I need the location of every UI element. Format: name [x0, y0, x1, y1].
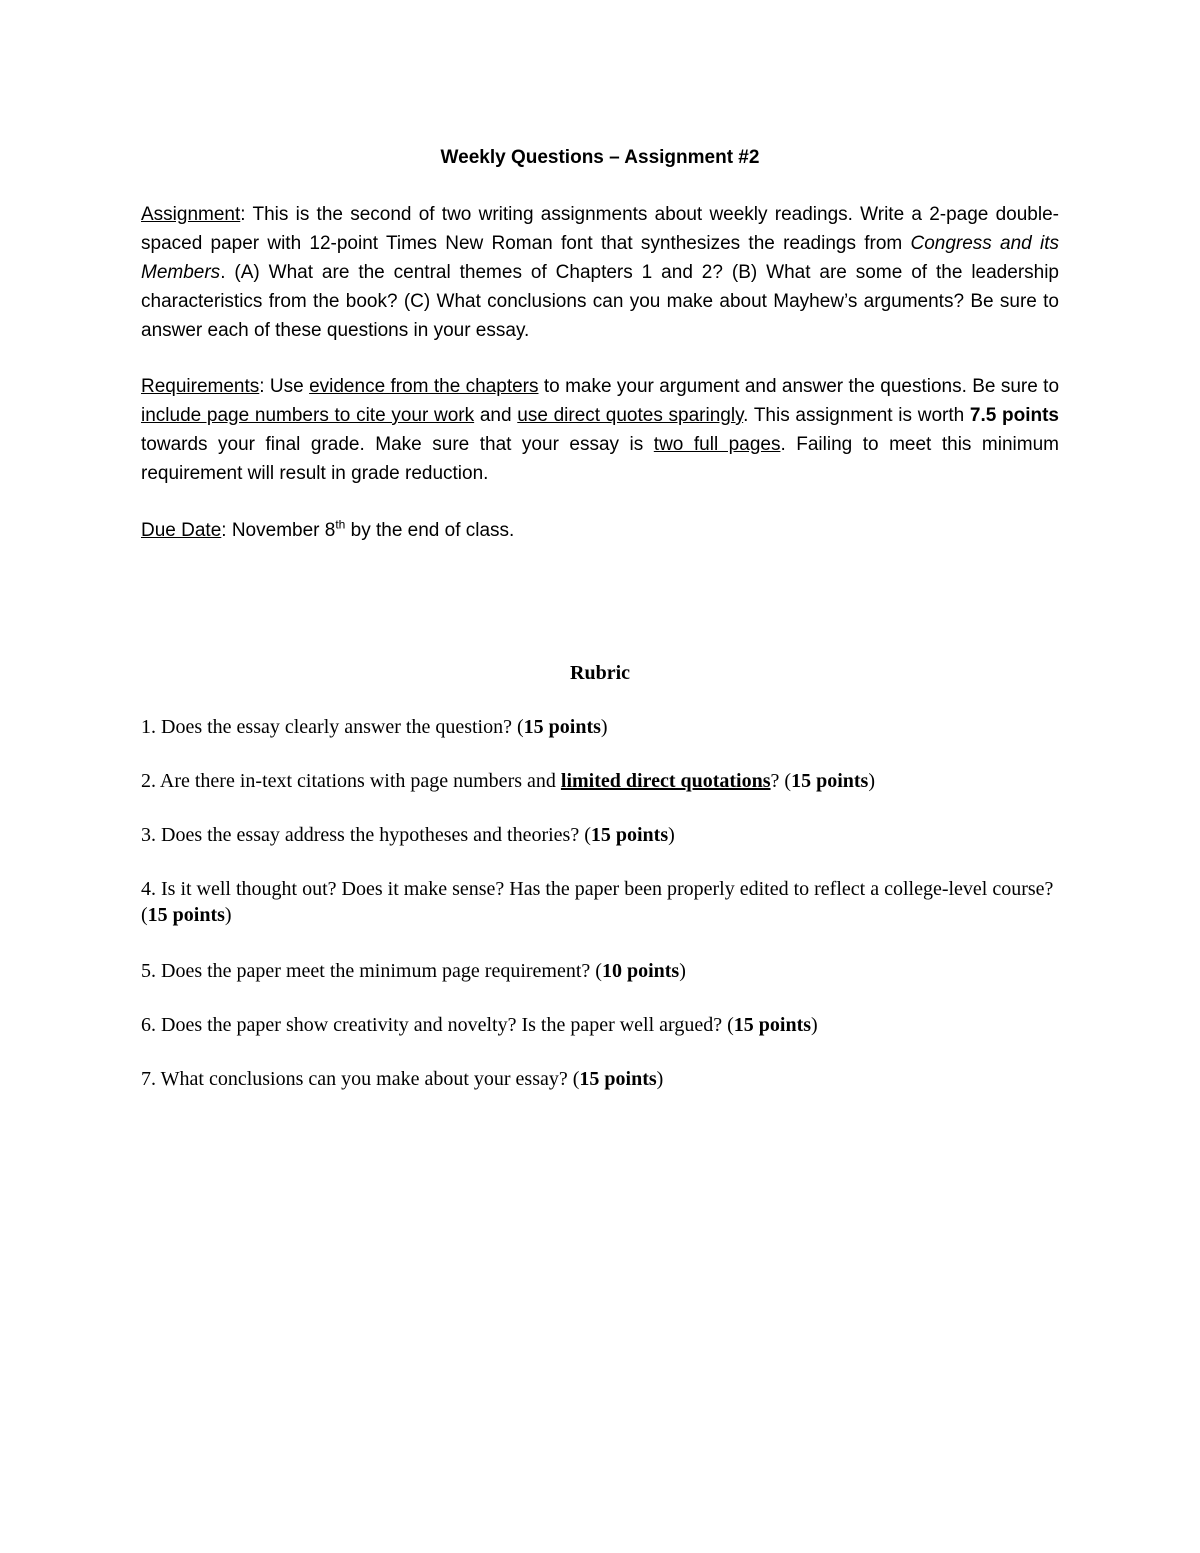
rubric-item-emphasis: limited direct quotations — [560, 770, 771, 792]
requirements-text: towards your final grade. Make sure that your essay is — [141, 434, 654, 455]
rubric-item-close: ) — [679, 960, 686, 982]
rubric-item-points: 15 points — [590, 824, 669, 846]
assignment-text-2: . (A) What are the central themes of Chapters 1 and 2? (B) What are some of the leadership characteristics from the book? (C) What conclusions can you make about Mayhew’s arguments? Be sure to answer each of these questions in your essay. — [141, 262, 1059, 341]
requirements-text: and — [474, 405, 518, 426]
rubric-item-text: 3. Does the essay address the hypotheses and theories? ( — [141, 824, 591, 846]
rubric-item-text: 5. Does the paper meet the minimum page requirement? ( — [141, 960, 602, 982]
rubric-title: Rubric — [570, 662, 630, 684]
requirements-paragraph — [141, 372, 1059, 488]
requirements-text: : Use — [259, 376, 310, 397]
rubric-item-close: ) — [224, 904, 232, 926]
rubric-item — [141, 714, 1059, 740]
rubric-item-points: 15 points — [791, 770, 869, 792]
rubric-item — [141, 822, 1059, 848]
rubric-item — [141, 958, 1059, 984]
rubric-item — [141, 768, 1059, 794]
requirements-label: Requirements — [141, 376, 260, 397]
rubric-item-close: ) — [668, 824, 675, 846]
rubric-item — [141, 876, 1059, 928]
rubric-item-close: ) — [600, 716, 608, 738]
rubric-item-text: 6. Does the paper show creativity and novelty? Is the paper well argued? ( — [141, 1014, 734, 1036]
document-title: Weekly Questions – Assignment #2 — [440, 147, 760, 168]
book-title: Congress and its Members — [141, 233, 1059, 283]
rubric-item-text: ? ( — [770, 770, 792, 792]
rubric-item-points: 15 points — [523, 716, 601, 738]
rubric-item-text: 2. Are there in-text citations with page numbers and — [141, 770, 561, 792]
rubric-item-points: 10 points — [601, 960, 680, 982]
due-date-text: : November 8 — [221, 520, 336, 541]
underlined-page-numbers: include page numbers to cite your work — [141, 405, 475, 426]
underlined-direct-quotes: use direct quotes sparingly — [517, 405, 744, 426]
rubric-item-close: ) — [811, 1014, 818, 1036]
assignment-paragraph — [141, 200, 1059, 345]
rubric-item — [141, 1066, 1059, 1092]
assignment-text-1: : This is the second of two writing assignments about weekly readings. Write a 2-page double-spaced paper with 12-point Times New Roman font that synthesizes the readings from — [141, 204, 1059, 254]
rubric-item — [141, 1012, 1059, 1038]
due-date-label: Due Date — [141, 520, 222, 541]
due-date-text-end: by the end of class. — [345, 520, 515, 541]
rubric-item-points: 15 points — [733, 1014, 812, 1036]
due-date-paragraph — [141, 516, 1059, 545]
underlined-evidence: evidence from the chapters — [309, 376, 539, 397]
requirements-text: . This assignment is worth — [743, 405, 970, 426]
rubric-item-close: ) — [868, 770, 875, 792]
rubric-item-close: ) — [656, 1068, 664, 1090]
requirements-text: to make your argument and answer the questions. Be sure to — [538, 376, 1060, 397]
rubric-item-points: 15 points — [579, 1068, 657, 1090]
assignment-label: Assignment — [141, 204, 241, 225]
rubric-item-text: 1. Does the essay clearly answer the question? ( — [141, 716, 524, 738]
underlined-two-full-pages: two full pages — [653, 434, 781, 455]
rubric-item-points: 15 points — [147, 904, 225, 926]
requirements-text: . Failing to meet this minimum requirement will result in grade reduction. — [141, 434, 1059, 484]
points-worth: 7.5 points — [969, 405, 1060, 426]
due-date-suffix: th — [335, 517, 346, 532]
rubric-item-text: 7. What conclusions can you make about your essay? ( — [141, 1068, 580, 1090]
rubric-item-text: 4. Is it well thought out? Does it make sense? Has the paper been properly edited to reflect a college-level course? ( — [141, 878, 1054, 926]
